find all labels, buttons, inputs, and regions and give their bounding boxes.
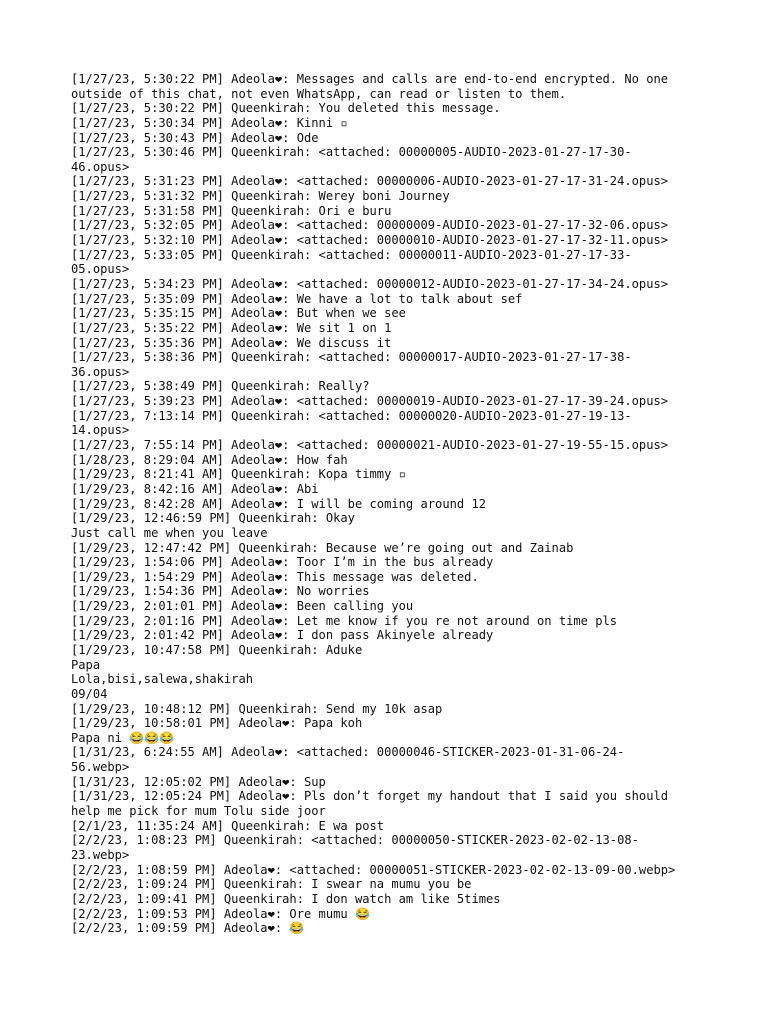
chat-transcript — [71, 72, 701, 936]
transcript-line: [1/29/23, 1:54:36 PM] Adeola❤: No worries — [71, 584, 370, 599]
transcript-line: [1/27/23, 5:35:09 PM] Adeola❤: We have a lot to talk about sef — [71, 291, 523, 306]
transcript-line: [2/2/23, 1:08:59 PM] Adeola❤: <attached: 00000051-STICKER-2023-02-02-13-09-00.webp> — [71, 862, 676, 877]
transcript-line: Papa ni 😂😂😂 — [71, 730, 175, 745]
transcript-line: [1/27/23, 5:30:43 PM] Adeola❤: Ode — [71, 130, 319, 145]
transcript-line: 09/04 — [71, 686, 108, 701]
transcript-line: [1/29/23, 8:21:41 AM] Queenkirah: Kopa timmy ▫ — [71, 467, 406, 482]
transcript-line: [1/27/23, 5:34:23 PM] Adeola❤: <attached: 00000012-AUDIO-2023-01-27-17-34-24.opus> — [71, 276, 669, 291]
transcript-line: [1/31/23, 6:24:55 AM] Adeola❤: <attached: 00000046-STICKER-2023-01-31-06-24- — [71, 745, 625, 760]
transcript-line: 46.opus> — [71, 159, 130, 174]
transcript-line: [1/29/23, 1:54:29 PM] Adeola❤: This message was deleted. — [71, 569, 479, 584]
transcript-line: [1/27/23, 5:35:15 PM] Adeola❤: But when we see — [71, 306, 406, 321]
transcript-line: [1/28/23, 8:29:04 AM] Adeola❤: How fah — [71, 452, 348, 467]
transcript-line: outside of this chat, not even WhatsApp, can read or listen to them. — [71, 86, 567, 101]
transcript-line: [2/2/23, 1:08:23 PM] Queenkirah: <attached: 00000050-STICKER-2023-02-02-13-08- — [71, 833, 639, 848]
transcript-line: [2/1/23, 11:35:24 AM] Queenkirah: E wa post — [71, 818, 385, 833]
transcript-line: [1/27/23, 5:39:23 PM] Adeola❤: <attached: 00000019-AUDIO-2023-01-27-17-39-24.opus> — [71, 394, 669, 409]
transcript-line: [1/27/23, 7:55:14 PM] Adeola❤: <attached: 00000021-AUDIO-2023-01-27-19-55-15.opus> — [71, 438, 669, 453]
transcript-line: [1/29/23, 10:47:58 PM] Queenkirah: Aduke — [71, 642, 363, 657]
transcript-line: 05.opus> — [71, 262, 130, 277]
transcript-line: [1/27/23, 5:31:23 PM] Adeola❤: <attached: 00000006-AUDIO-2023-01-27-17-31-24.opus> — [71, 174, 669, 189]
transcript-line: [1/27/23, 5:33:05 PM] Queenkirah: <attached: 00000011-AUDIO-2023-01-27-17-33- — [71, 247, 632, 262]
transcript-line: [1/29/23, 2:01:42 PM] Adeola❤: I don pass Akinyele already — [71, 628, 494, 643]
transcript-line: [1/29/23, 10:48:12 PM] Queenkirah: Send my 10k asap — [71, 701, 443, 716]
transcript-line: [1/27/23, 5:31:32 PM] Queenkirah: Werey boni Journey — [71, 189, 450, 204]
transcript-line: [1/27/23, 5:30:22 PM] Queenkirah: You deleted this message. — [71, 101, 501, 116]
transcript-line: 36.opus> — [71, 364, 130, 379]
transcript-line: Lola,bisi,salewa,shakirah — [71, 672, 254, 687]
transcript-line: [1/27/23, 5:38:49 PM] Queenkirah: Really? — [71, 379, 370, 394]
transcript-line: 14.opus> — [71, 423, 130, 438]
transcript-line: [1/31/23, 12:05:24 PM] Adeola❤: Pls don’t forget my handout that I said you should — [71, 789, 669, 804]
transcript-line: [2/2/23, 1:09:59 PM] Adeola❤: 😂 — [71, 921, 305, 936]
transcript-line: [1/27/23, 5:38:36 PM] Queenkirah: <attached: 00000017-AUDIO-2023-01-27-17-38- — [71, 350, 632, 365]
transcript-line: [1/29/23, 8:42:28 AM] Adeola❤: I will be coming around 12 — [71, 496, 487, 511]
transcript-line: [1/29/23, 2:01:16 PM] Adeola❤: Let me know if you re not around on time pls — [71, 613, 618, 628]
transcript-line: [2/2/23, 1:09:41 PM] Queenkirah: I don watch am like 5times — [71, 891, 501, 906]
transcript-line: [1/29/23, 8:42:16 AM] Adeola❤: Abi — [71, 481, 319, 496]
transcript-line: [1/29/23, 2:01:01 PM] Adeola❤: Been calling you — [71, 599, 414, 614]
transcript-line: Just call me when you leave — [71, 525, 268, 540]
transcript-line: [1/29/23, 1:54:06 PM] Adeola❤: Toor I’m in the bus already — [71, 555, 494, 570]
transcript-line: Papa — [71, 657, 101, 672]
transcript-line: [1/29/23, 10:58:01 PM] Adeola❤: Papa koh — [71, 716, 363, 731]
transcript-line: [1/29/23, 12:47:42 PM] Queenkirah: Because we’re going out and Zainab — [71, 540, 574, 555]
transcript-line: [2/2/23, 1:09:24 PM] Queenkirah: I swear na mumu you be — [71, 877, 472, 892]
transcript-line: 23.webp> — [71, 847, 130, 862]
transcript-line: [1/29/23, 12:46:59 PM] Queenkirah: Okay — [71, 511, 355, 526]
transcript-line: [1/27/23, 5:32:10 PM] Adeola❤: <attached: 00000010-AUDIO-2023-01-27-17-32-11.opus> — [71, 233, 669, 248]
transcript-line: [1/27/23, 5:31:58 PM] Queenkirah: Ori e buru — [71, 203, 392, 218]
transcript-line: [1/31/23, 12:05:02 PM] Adeola❤: Sup — [71, 774, 326, 789]
transcript-line: [1/27/23, 5:30:22 PM] Adeola❤: Messages and calls are end-to-end encrypted. No one — [71, 72, 669, 86]
transcript-line: [1/27/23, 5:30:46 PM] Queenkirah: <attached: 00000005-AUDIO-2023-01-27-17-30- — [71, 145, 632, 160]
transcript-line: [1/27/23, 5:30:34 PM] Adeola❤: Kinni ▫ — [71, 115, 348, 130]
transcript-line: [1/27/23, 5:35:36 PM] Adeola❤: We discuss it — [71, 335, 392, 350]
transcript-line: help me pick for mum Tolu side joor — [71, 804, 326, 819]
transcript-line: [1/27/23, 5:32:05 PM] Adeola❤: <attached: 00000009-AUDIO-2023-01-27-17-32-06.opus> — [71, 218, 669, 233]
transcript-line: 56.webp> — [71, 760, 130, 775]
transcript-line: [1/27/23, 7:13:14 PM] Queenkirah: <attached: 00000020-AUDIO-2023-01-27-19-13- — [71, 408, 632, 423]
transcript-line: [1/27/23, 5:35:22 PM] Adeola❤: We sit 1 on 1 — [71, 320, 392, 335]
transcript-line: [2/2/23, 1:09:53 PM] Adeola❤: Ore mumu 😂 — [71, 906, 371, 921]
